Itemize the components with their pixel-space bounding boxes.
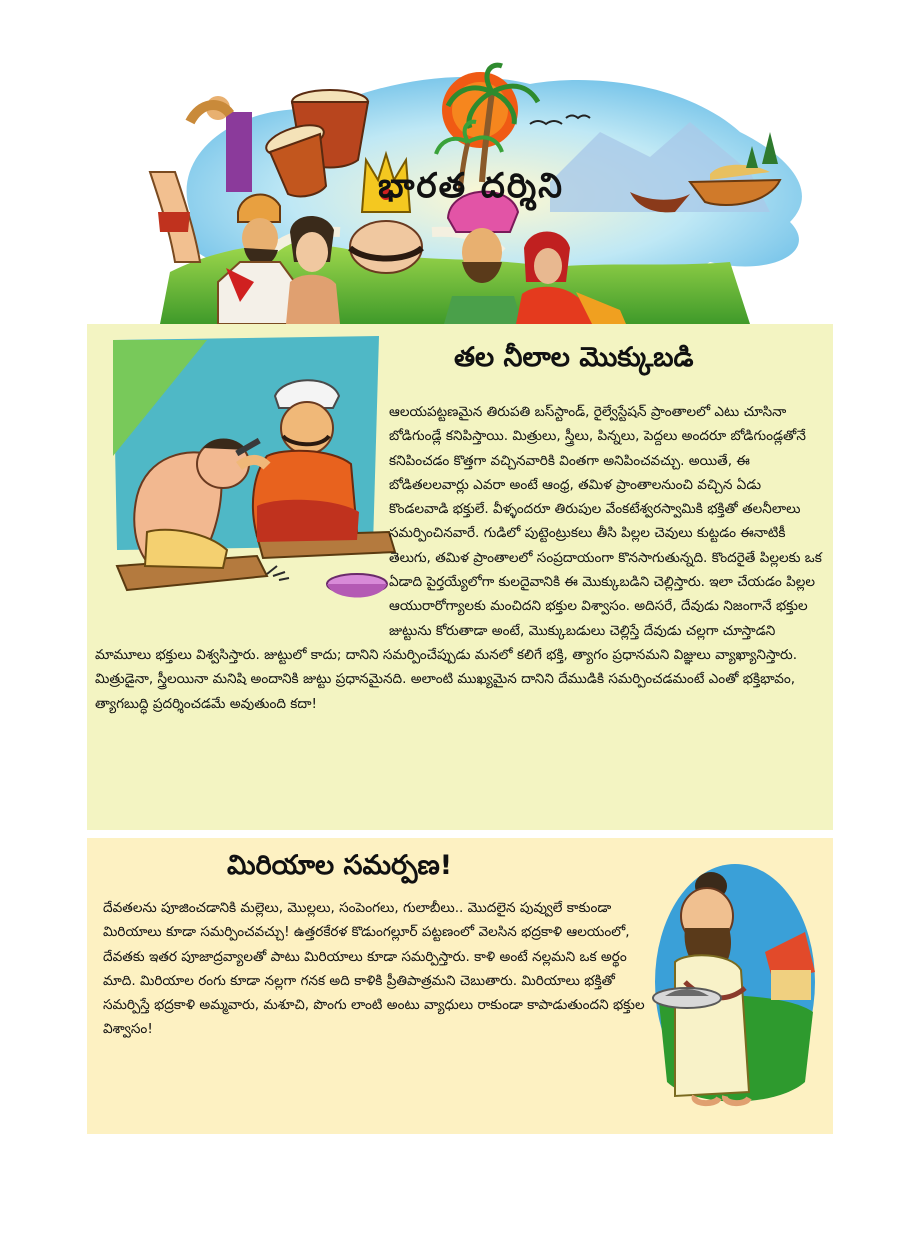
banner-title: భారత దర్శిని <box>377 166 564 206</box>
article-tonsure-panel <box>87 324 833 830</box>
article-tonsure-body-wrap <box>95 400 823 716</box>
article-pepper-body-wrap <box>103 896 823 1070</box>
article-tonsure-body: ఆలయపట్టణమైన తిరుపతి బస్‌స్టాండ్, రైల్వేస్టేషన్ ప్రాంతాలలో ఎటు చూసినా బోడిగుండ్లే కనిపిస్తాయి. మిత్రులు, స్త్రీలు, పిన్నలు, పెద్దలు అందరూ బోడిగుండ్లతోనే కనిపించడం కొత్తగా వచ్చినవారికి వింతగా అనిపించవచ్చు. అయితే, ఈ బోడితలలవార్లు ఎవరా అంటే ఆంధ్ర, తమిళ ప్రాంతాలనుంచి వచ్చిన ఏడు కొండలవాడి భక్తులే. వీళ్ళందరూ తిరుపుల వేంకటేశ్వరస్వామికి భక్తితో తలనీలాలు సమర్పించినవారే. గుడిలో పుట్టెంట్రుకలు తీసి పిల్లల చెవులు కుట్టడం ఈనాటికీ తెలుగు, తమిళ ప్రాంతాలలో సంప్రదాయంగా కొనసాగుతున్నది. కొందరైతే పిల్లలకు ఒక ఏడాది పైర్తయ్యేలోగా కులదైవానికి ఈ మొక్కుబడిని చెల్లిస్తారు. ఇలా చేయడం పిల్లల ఆయురారోగ్యాలకు మంచిదని భక్తుల విశ్వాసం. అదిసరే, దేవుడు నిజంగానే భక్తుల జుట్టును కోరుతాడా అంటే, మొక్కుబడులు చెల్లిస్తే దేవుడు చల్లగా చూస్తాడని మామూలు భక్తులు విశ్వసిస్తారు. జుట్టులో కాదు; దానిని సమర్పించేప్పుడు మనలో కలిగే భక్తి, త్యాగం ప్రధానమని విజ్ఞులు వ్యాఖ్యానిస్తారు. మిత్రుడైనా, స్త్రీలయినా మనిషి అందానికి జుట్టు ప్రధానమైనది. అలాంటి ముఖ్యమైన దానిని దేముడికి సమర్పించడమంటే ఎంతో భక్తిభావం, త్యాగబుద్ధి ప్రదర్శించడమే అవుతుంది కదా! <box>95 404 822 712</box>
article-pepper-heading: మిరియాల సమర్పణ! <box>227 850 453 881</box>
text-wrap-spacer <box>663 870 829 1070</box>
article-pepper-body: దేవతలను పూజించడానికి మల్లెలు, మొల్లలు, సంపెంగలు, గులాబీలు.. మొదలైన పువ్వులే కాకుండా మిరియాలు కూడా సమర్పించవచ్చు! ఉత్తరకేరళ కొడుంగల్లూర్ పట్టణంలో వెలసిన భద్రకాళి ఆలయంలో, దేవతకు ఇతర పూజాద్రవ్యాలతో పాటు మిరియాలు కూడా సమర్పిస్తారు. కాళి అంటే నల్లమని ఒక అర్థం మాది. మిరియాల రంగు కూడా నల్లగా గనక అది కాళికి ప్రీతిపాత్రమని చెబుతారు. మిరియాలు భక్తితో సమర్పిస్తే భద్రకాళి అమ్మవారు, మశూచి, పొంగు లాంటి అంటు వ్యాధులు రాకుండా కాపాడుతుందని భక్తుల విశ్వాసం! <box>103 900 645 1038</box>
text-wrap-spacer <box>89 400 385 620</box>
banner <box>130 62 820 324</box>
article-tonsure-heading: తల నీలాల మొక్కుబడి <box>454 342 694 373</box>
article-pepper-panel <box>87 838 833 1134</box>
